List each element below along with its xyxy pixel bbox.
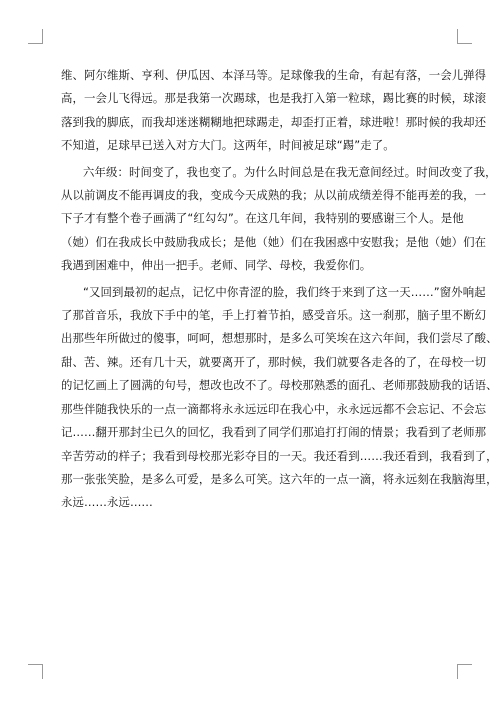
paragraph-3-line-3: 出那些年所做过的傻事，呵呵，想想那时，是多么可笑埃在这六年间，我们尝尽了酸、 [61, 331, 498, 346]
paragraph-2-line-2: 从以前调皮不能再调皮的我，变成今天成熟的我；从以前成绩差得不能再差的我，一 [61, 188, 487, 203]
paragraph-1-line-2: 高，一会儿飞得远。那是我第一次踢球，也是我打入第一粒球，踢比赛的时候，球滚 [61, 91, 487, 106]
paragraph-3-line-4: 甜、苦、辣。还有几十天，就要离开了，那时候，我们就要各走各的了，在母校一切 [61, 354, 487, 369]
paragraph-2-line-1: 六年级：时间变了，我也变了。为什么时间总是在我无意间经过。时间改变了我， [83, 164, 497, 179]
paragraph-2-line-3: 下子才有整个卷子画满了“红勾勾”。在这几年间，我特别的要感谢三个人。是他 [61, 211, 464, 226]
paragraph-1-line-3: 落到我的脚底，而我却迷迷糊糊地把球踢走，却歪打正着，球进啦！那时候的我却还 [61, 114, 487, 129]
paragraph-3-line-8: 辛苦劳动的样子；我看到母校那光彩夺目的一天。我还看到……我还看到，我看到了， [61, 448, 498, 463]
crop-mark-bottom-left [28, 664, 43, 679]
paragraph-3-line-5: 的记忆画上了圆满的句号，想改也改不了。母校那熟悉的面孔、老师那鼓励我的话语、 [61, 378, 498, 393]
crop-mark-top-right [457, 29, 472, 44]
crop-mark-bottom-right [457, 664, 472, 679]
paragraph-3-line-6: 那些伴随我快乐的一点一滴都将永永远远印在我心中，永永远远都不会忘记、不会忘 [61, 401, 487, 416]
crop-mark-top-left [28, 29, 43, 44]
paragraph-2-line-4: （她）们在我成长中鼓励我成长；是他（她）们在我困惑中安慰我；是他（她）们在 [61, 234, 487, 249]
paragraph-3-line-9: 那一张张笑脸，是多么可爱，是多么可笑。这六年的一点一滴，将永远刻在我脑海里， [61, 471, 498, 486]
paragraph-1-line-1: 维、阿尔维斯、亨利、伊瓜因、本泽马等。足球像我的生命，有起有落，一会儿弹得 [61, 68, 487, 82]
paragraph-3-line-10: 永远……永远…… [61, 495, 153, 510]
paragraph-1-line-4: 不知道，足球早已送入对方大门。这两年，时间被足球“踢”走了。 [61, 138, 395, 153]
document-body [61, 64, 498, 515]
paragraph-3-line-1: “又回到最初的起点，记忆中你青涩的脸，我们终于来到了这一天……”窗外响起 [83, 284, 486, 299]
paragraph-3-line-7: 记……翻开那封尘已久的回忆，我看到了同学们那追打打闹的情景；我看到了老师那 [61, 425, 487, 440]
paragraph-3-line-2: 了那首音乐，我放下手中的笔，手上打着节拍，感受音乐。这一刹那，脑子里不断幻 [61, 308, 487, 323]
paragraph-2-line-5: 我遇到困难中，伸出一把手。老师、同学、母校，我爱你们。 [61, 258, 372, 273]
